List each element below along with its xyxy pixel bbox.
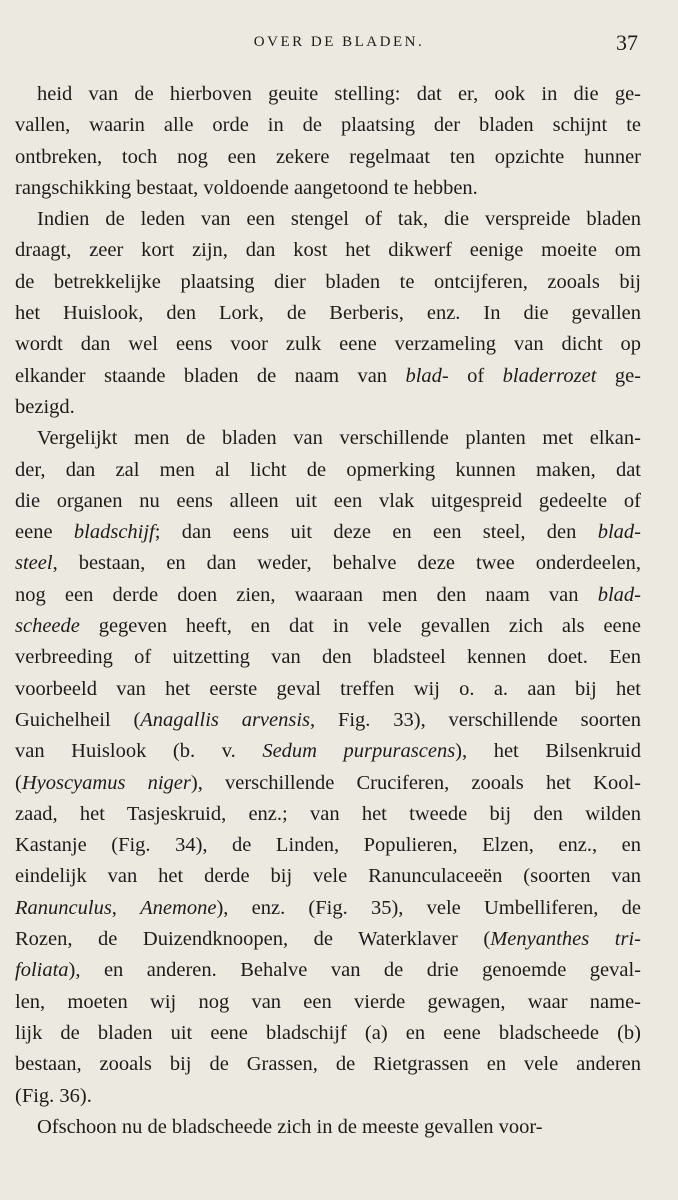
text-run: Guichelheil ( bbox=[15, 708, 141, 731]
text-run: , bbox=[111, 896, 141, 919]
text-run: die organen nu eens alleen uit een vlak uitgespreid gedeelte of bbox=[15, 489, 641, 512]
page-number: 37 bbox=[616, 30, 638, 55]
text-run: der, dan zal men al licht de opmerking kunnen maken, dat bbox=[15, 458, 641, 481]
text-line bbox=[15, 235, 641, 266]
italic-term: Menyanthes tri- bbox=[490, 928, 641, 951]
text-line bbox=[15, 924, 641, 955]
text-run: ontbreken, toch nog een zekere regelmaat ten opzichte hunner bbox=[15, 145, 641, 168]
italic-term: Anagallis arvensis bbox=[140, 708, 311, 731]
text-line bbox=[15, 987, 641, 1018]
text-run: verbreeding of uitzetting van den bladsteel kennen doet. Een bbox=[15, 646, 641, 669]
text-run: wordt dan wel eens voor zulk eene verzameling van dicht op bbox=[15, 333, 641, 356]
text-run: gegeven heeft, en dat in vele gevallen zich als eene bbox=[79, 615, 641, 638]
text-line bbox=[15, 361, 641, 392]
italic-term: bladerrozet bbox=[502, 364, 597, 387]
body-text bbox=[15, 79, 641, 1143]
italic-term: foliata bbox=[15, 959, 69, 982]
paragraph bbox=[15, 1112, 641, 1143]
text-line bbox=[15, 173, 641, 204]
text-line bbox=[15, 799, 641, 830]
text-run: ), enz. (Fig. 35), vele Umbelliferen, de bbox=[216, 896, 641, 919]
text-run: van Huislook (b. v. bbox=[15, 740, 263, 763]
text-line bbox=[15, 486, 641, 517]
text-run: ), het Bilsenkruid bbox=[455, 740, 641, 763]
text-line bbox=[15, 142, 641, 173]
italic-term: scheede bbox=[15, 615, 80, 638]
text-line bbox=[15, 455, 641, 486]
text-line bbox=[15, 611, 641, 642]
text-line bbox=[15, 110, 641, 141]
text-line bbox=[15, 642, 641, 673]
text-run: rangschikking bestaat, voldoende aangetoond te hebben. bbox=[15, 176, 478, 199]
text-run: elkander staande bladen de naam van bbox=[15, 364, 406, 387]
text-line bbox=[15, 517, 641, 548]
text-line bbox=[15, 204, 641, 235]
text-run: lijk de bladen uit eene bladschijf (a) en eene bladscheede (b) bbox=[15, 1021, 641, 1044]
text-line bbox=[15, 705, 641, 736]
text-run: vallen, waarin alle orde in de plaatsing der bladen schijnt te bbox=[15, 114, 641, 137]
text-run: ; dan eens uit deze en een steel, den bbox=[154, 521, 598, 544]
text-run: Kastanje (Fig. 34), de Linden, Populieren, Elzen, enz., en bbox=[15, 834, 641, 857]
text-run: len, moeten wij nog van een vierde gewagen, waar name- bbox=[15, 990, 641, 1013]
text-run: eene bbox=[15, 521, 74, 544]
text-run: of bbox=[448, 364, 503, 387]
text-line bbox=[15, 548, 641, 579]
text-run: ), en anderen. Behalve van de drie genoemde geval- bbox=[68, 959, 641, 982]
running-head: OVER DE BLADEN. bbox=[253, 34, 425, 50]
italic-term: bladschijf bbox=[73, 521, 155, 544]
text-line bbox=[15, 1081, 641, 1112]
paragraph bbox=[15, 423, 641, 1112]
italic-term: Sedum purpurascens bbox=[262, 740, 456, 763]
text-run: ( bbox=[15, 771, 22, 794]
text-line bbox=[15, 861, 641, 892]
text-run: nog een derde doen zien, waaraan men den naam van bbox=[15, 583, 598, 606]
paragraph bbox=[15, 79, 641, 204]
text-line bbox=[15, 674, 641, 705]
text-line bbox=[15, 955, 641, 986]
text-run: zaad, het Tasjeskruid, enz.; van het tweede bij den wilden bbox=[15, 802, 641, 825]
text-line bbox=[15, 298, 641, 329]
text-run: voorbeeld van het eerste geval treffen wij o. a. aan bij het bbox=[15, 677, 641, 700]
text-line bbox=[15, 768, 641, 799]
text-line bbox=[15, 830, 641, 861]
text-run: de betrekkelijke plaatsing dier bladen te ontcijferen, zooals bij bbox=[15, 270, 641, 293]
text-line bbox=[15, 1018, 641, 1049]
text-line bbox=[15, 392, 641, 423]
italic-term: Ranunculus bbox=[15, 896, 112, 919]
text-line bbox=[15, 893, 641, 924]
text-run: draagt, zeer kort zijn, dan kost het dikwerf eenige moeite om bbox=[15, 239, 641, 262]
text-line bbox=[15, 1112, 641, 1143]
text-line bbox=[15, 329, 641, 360]
text-run: Indien de leden van een stengel of tak, die verspreide bladen bbox=[37, 208, 641, 231]
text-line bbox=[15, 736, 641, 767]
text-run: , Fig. 33), verschillende soorten bbox=[310, 708, 641, 731]
text-run: Vergelijkt men de bladen van verschillende planten met elkan- bbox=[37, 427, 641, 450]
text-run: het Huislook, den Lork, de Berberis, enz. In die gevallen bbox=[15, 302, 641, 325]
text-line bbox=[15, 423, 641, 454]
italic-term: blad- bbox=[597, 521, 642, 544]
italic-term: blad- bbox=[405, 364, 449, 387]
paragraph bbox=[15, 204, 641, 423]
text-run: Ofschoon nu de bladscheede zich in de meeste gevallen voor- bbox=[37, 1115, 543, 1138]
italic-term: blad- bbox=[597, 583, 641, 606]
text-run: heid van de hierboven geuite stelling: dat er, ook in die ge- bbox=[37, 83, 641, 105]
text-line bbox=[15, 79, 641, 110]
text-run: , bestaan, en dan weder, behalve deze twee onderdeelen, bbox=[52, 552, 641, 575]
text-line bbox=[15, 1049, 641, 1080]
text-line bbox=[15, 267, 641, 298]
italic-term: Anemone bbox=[140, 896, 217, 919]
text-run: bestaan, zooals bij de Grassen, de Rietgrassen en vele anderen bbox=[15, 1053, 641, 1076]
text-line bbox=[15, 580, 641, 611]
page-header bbox=[0, 30, 678, 60]
text-run: Rozen, de Duizendknoopen, de Waterklaver ( bbox=[15, 928, 491, 951]
text-run: (Fig. 36). bbox=[15, 1084, 92, 1107]
italic-term: steel bbox=[15, 552, 53, 575]
text-run: bezigd. bbox=[15, 395, 75, 418]
italic-term: Hyoscyamus niger bbox=[21, 771, 191, 794]
text-run: ), verschillende Cruciferen, zooals het Kool- bbox=[190, 771, 641, 794]
text-run: eindelijk van het derde bij vele Ranunculaceeën (soorten van bbox=[15, 865, 641, 888]
text-run: ge- bbox=[596, 364, 641, 387]
